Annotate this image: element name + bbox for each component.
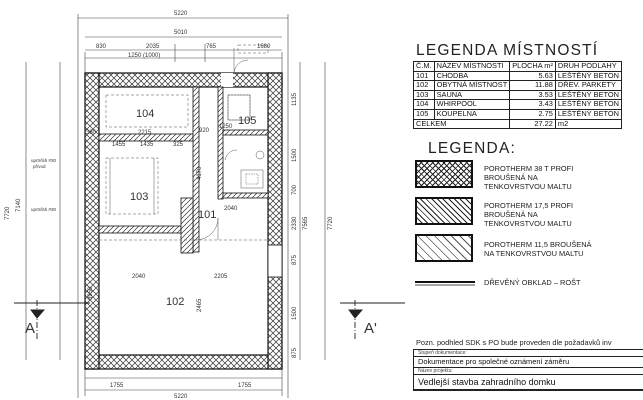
dim-right-f: 700 [292,184,298,195]
room-area: 2.75 [510,109,556,119]
room-floor: LEŠTĚNÝ BETON [555,90,621,100]
stage-value: Dokumentace pro společné oznámení záměru [414,357,643,368]
porotherm-175-label: POROTHERM 17,5 PROFI BROUŠENÁ NA TENKOVRSTVOU MALTU [484,201,574,228]
dim-top-total: 5220 [174,11,188,17]
col-header-area: PLOCHA m² [510,62,556,72]
dim-bottom-a: 1755 [110,383,124,389]
room-name: OBYTNÁ MÍSTNOST [434,81,510,91]
table-row [414,109,622,119]
dim-inner-3: 920 [199,128,210,134]
dim-right-b: 7720 [328,216,334,230]
dim-inner-6: 1455 [112,142,126,148]
dim-right-c: 2330 [292,216,298,230]
dim-inner-16: 3950 [88,286,94,300]
room-102-label: 102 [166,296,185,308]
total-value: 27.22 [510,119,556,129]
dim-inner-2: 2215 [138,130,152,136]
wood-cladding-line [413,277,479,287]
project-value: Vedlejší stavba zahradního domku [414,375,643,390]
dim-inner-1: 380 [86,130,97,136]
room-number: 102 [414,81,435,91]
col-header-name: NÁZEV MÍSTNOSTI [434,62,510,72]
title-block [413,349,643,391]
room-area: 11.88 [510,81,556,91]
dim-top-d: 1680 [257,44,271,50]
ceiling-note: Pozn. podhled SDK s PO bude proveden dle požadavků inv [416,338,612,347]
room-legend-table [413,61,622,129]
dim-inner-15: 2465 [197,298,203,312]
porotherm-115-label: POROTHERM 11,5 BROUŠENÁ NA TENKOVRSTVOU MALTU [484,240,592,258]
project-label: Název projektu: [414,368,643,375]
dim-bottom-b: 1755 [238,383,252,389]
porotherm-175-swatch [415,197,473,225]
total-label: CELKEM [414,119,510,129]
room-name: SAUNA [434,90,510,100]
room-floor: LEŠTĚNÝ BETON [555,109,621,119]
room-105-label: 105 [238,115,257,127]
section-mark-right: A' [364,320,377,337]
col-header-number: Č.M. [414,62,435,72]
section-mark-left: A [25,320,36,337]
dim-inner-4: 1250 [219,124,233,130]
dim-top-c: 765 [206,44,217,50]
total-row [414,119,622,129]
table-row [414,81,622,91]
dim-right-e: 1500 [292,148,298,162]
room-101-label: 101 [198,209,217,221]
dim-right-g: 875 [292,254,298,265]
room-number: 101 [414,71,435,81]
dim-left-inner: 7140 [16,198,22,212]
side-label-1: uprtr/lsh #30 [31,158,57,163]
porotherm-38-label: POROTHERM 38 T PROFI BROUŠENÁ NA TENKOVRSTVOU MALTU [484,164,574,191]
room-floor: DŘEV. PARKETY [555,81,621,91]
dim-inner-7: 1435 [140,142,154,148]
dim-right-h: 1500 [292,306,298,320]
porotherm-115-swatch [415,234,473,262]
stage-label: Stupeň dokumentace: [414,350,643,357]
dim-inner-13: 2205 [214,274,228,280]
room-floor: LEŠTĚNÝ BETON [555,100,621,110]
room-area: 5.63 [510,71,556,81]
dim-right-i: 875 [292,347,298,358]
room-name: KOUPELNA [434,109,510,119]
dim-right-d: 1135 [292,93,298,106]
dim-right-a: 7565 [303,216,309,230]
room-name: WHIRPOOL [434,100,510,110]
room-103-label: 103 [130,191,149,203]
room-number: 105 [414,109,435,119]
dim-inner-8: 325 [173,142,184,148]
col-header-floor: DRUH PODLAHY [555,62,621,72]
material-legend-title: LEGENDA: [428,140,516,157]
table-header-row [414,62,622,72]
side-label-2: uprtr/lsh #30 [31,207,57,212]
room-floor: LEŠTĚNÝ BETON [555,71,621,81]
dim-top-a: 830 [96,44,107,50]
dim-inner-12: 2040 [132,274,146,280]
dim-left-total: 7720 [5,206,11,220]
room-number: 103 [414,90,435,100]
room-area: 3.53 [510,90,556,100]
room-number: 104 [414,100,435,110]
dim-top-window: 1250 (1000) [128,53,161,59]
dim-inner-14: 4170 [197,166,203,180]
dim-inner-21: 2040 [224,206,238,212]
room-104-label: 104 [136,108,155,120]
dim-top-inner: 5010 [174,30,188,36]
room-name: CHODBA [434,71,510,81]
dim-bottom-total: 5220 [174,394,188,400]
total-unit: m2 [555,119,621,129]
wood-cladding-label: DŘEVĚNÝ OBKLAD – ROŠT [484,278,581,287]
room-legend-title: LEGENDA MÍSTNOSTÍ [416,42,599,59]
side-label-3: přívod [33,164,46,169]
room-area: 3.43 [510,100,556,110]
dim-top-b: 2035 [146,44,160,50]
porotherm-38-swatch [415,160,473,188]
